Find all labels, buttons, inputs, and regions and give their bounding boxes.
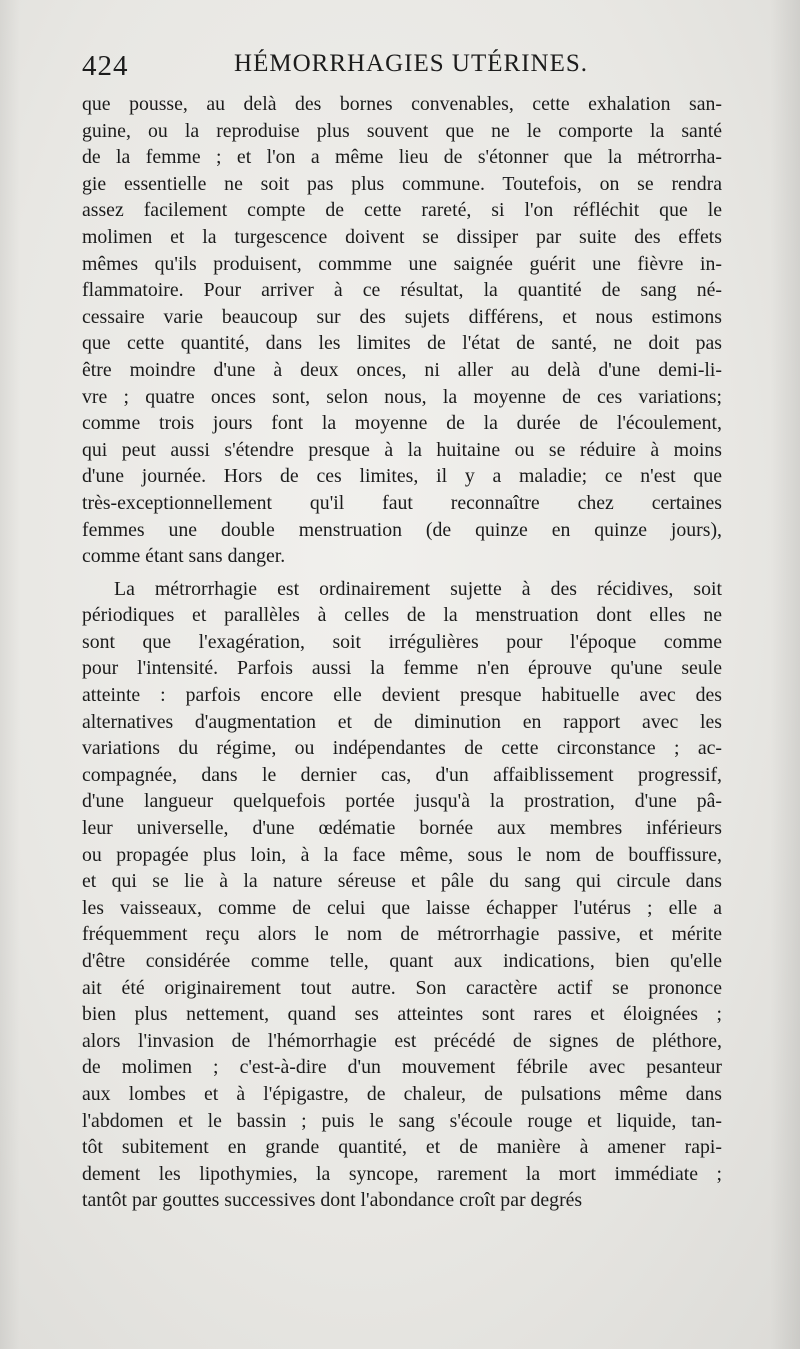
page-edge-shadow [770,0,800,1349]
page-header [82,50,588,84]
text-line: leur universelle, d'une œdématie bornée aux membres inférieurs [82,817,722,840]
text-line: de la femme ; et l'on a même lieu de s'étonner que la métrorrha- [82,146,722,169]
text-line: tantôt par gouttes successives dont l'abondance croît par degrés [82,1189,583,1212]
text-line: tôt subitement en grande quantité, et de manière à amener rapi- [82,1136,722,1159]
text-line: d'une journée. Hors de ces limites, il y a maladie; ce n'est que [82,465,722,488]
text-line: femmes une double menstruation (de quinze en quinze jours), [82,518,722,541]
text-line: que pousse, au delà des bornes convenables, cette exhalation san- [82,93,722,115]
text-line: pour l'intensité. Parfois aussi la femme n'en éprouve qu'une seule [82,657,722,680]
text-line: flammatoire. Pour arriver à ce résultat, la quantité de sang né- [82,279,722,302]
text-line: vre ; quatre onces sont, selon nous, la moyenne de ces variations; [82,385,722,408]
text-line: de molimen ; c'est-à-dire d'un mouvement fébrile avec pesanteur [82,1056,722,1079]
paragraph-2 [82,576,722,1214]
text-line: comme étant sans danger. [82,545,286,568]
text-line: assez facilement compte de cette rareté, si l'on réfléchit que le [82,199,722,222]
text-line: dement les lipothymies, la syncope, rarement la mort immédiate ; [82,1162,722,1185]
text-line: ou propagée plus loin, à la face même, sous le nom de bouffissure, [82,843,722,866]
text-line: molimen et la turgescence doivent se dissiper par suite des effets [82,225,722,248]
text-line: ait été originairement tout autre. Son caractère actif se prononce [82,976,722,999]
text-line: que cette quantité, dans les limites de l'état de santé, ne doit pas [82,332,722,355]
text-line: l'abdomen et le bassin ; puis le sang s'écoule rouge et liquide, tan- [82,1109,722,1132]
text-line: sont que l'exagération, soit irrégulières pour l'époque comme [82,630,722,653]
text-line: et qui se lie à la nature séreuse et pâle du sang qui circule dans [82,870,722,893]
text-line: fréquemment reçu alors le nom de métrorrhagie passive, et mérite [82,923,722,946]
text-line: les vaisseaux, comme de celui que laisse échapper l'utérus ; elle a [82,896,722,919]
text-line: alternatives d'augmentation et de diminution en rapport avec les [82,710,722,733]
text-line: gie essentielle ne soit pas plus commune. Toutefois, on se rendra [82,172,722,195]
text-line: être moindre d'une à deux onces, ni aller au delà d'une demi-li- [82,358,722,381]
text-line: comme trois jours font la moyenne de la durée de l'écoulement, [82,412,722,435]
text-line: atteinte : parfois encore elle devient presque habituelle avec des [82,684,722,707]
text-line: très-exceptionnellement qu'il faut reconnaître chez certaines [82,491,722,514]
text-line: qui peut aussi s'étendre presque à la huitaine ou se réduire à moins [82,438,722,461]
gutter-shadow [0,0,20,1349]
running-title: HÉMORRHAGIES UTÉRINES. [234,50,588,77]
text-line: d'être considérée comme telle, quant aux indications, bien qu'elle [82,950,722,972]
text-line: guine, ou la reproduise plus souvent que ne le comporte la santé [82,119,722,142]
text-line: La métrorrhagie est ordinairement sujette à des récidives, soit [114,577,722,600]
text-line: compagnée, dans le dernier cas, d'un affaiblissement progressif, [82,763,722,786]
page-number: 424 [82,50,129,82]
text-line: d'une langueur quelquefois portée jusqu'à la prostration, d'une pâ- [82,790,722,813]
body-text [82,91,722,1214]
text-line: variations du régime, ou indépendantes de cette circonstance ; ac- [82,737,722,760]
text-line: alors l'invasion de l'hémorrhagie est précédé de signes de pléthore, [82,1029,722,1052]
text-line: bien plus nettement, quand ses atteintes sont rares et éloignées ; [82,1003,722,1026]
paragraph-1 [82,91,722,570]
text-line: mêmes qu'ils produisent, commme une saignée guérit une fièvre in- [82,252,722,275]
text-line: périodiques et parallèles à celles de la menstruation dont elles ne [82,604,722,627]
text-line: aux lombes et à l'épigastre, de chaleur, de pulsations même dans [82,1082,722,1105]
text-line: cessaire varie beaucoup sur des sujets différens, et nous estimons [82,305,722,328]
